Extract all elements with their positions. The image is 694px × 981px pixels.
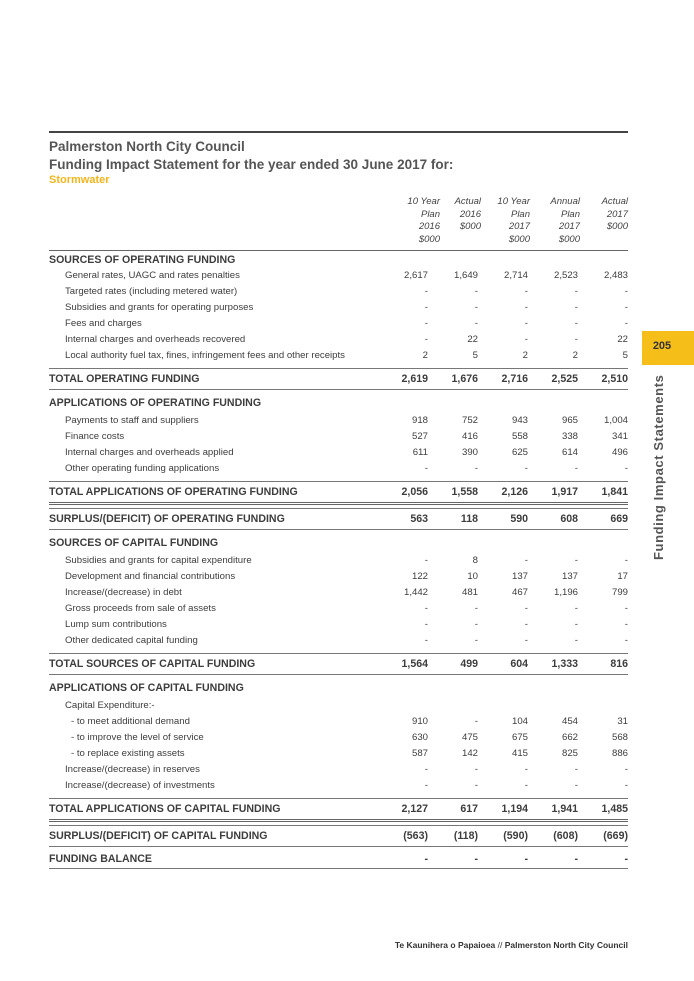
row-value — [478, 393, 528, 412]
row-label: Increase/(decrease) in reserves — [65, 763, 200, 775]
row-value: 2,617 — [403, 269, 428, 281]
row-value: 617 — [428, 799, 478, 821]
row-value: - — [524, 301, 528, 313]
row-label: Internal charges and overheads recovered — [65, 333, 246, 345]
row-value: - — [524, 779, 528, 791]
row-value: 1,196 — [553, 586, 578, 598]
header-rule — [49, 131, 628, 133]
row-value: - — [624, 618, 628, 630]
row-value: 1,676 — [428, 369, 478, 390]
table-row — [49, 850, 628, 869]
row-value: 568 — [611, 731, 628, 743]
row-value: 5 — [622, 349, 628, 361]
row-value: - — [624, 763, 628, 775]
row-label: SOURCES OF OPERATING FUNDING — [49, 254, 236, 266]
row-value: 22 — [617, 333, 628, 345]
row-value: 122 — [411, 570, 428, 582]
row-value: 104 — [511, 715, 528, 727]
row-value: 1,485 — [578, 799, 628, 821]
row-value: - — [574, 618, 578, 630]
row-value: 2,127 — [378, 799, 428, 821]
table-row — [49, 482, 628, 504]
column-header: Actual 2016 $000 — [454, 196, 481, 232]
row-value: - — [424, 554, 428, 566]
row-value: - — [624, 554, 628, 566]
row-value: 142 — [461, 747, 478, 759]
column-header: 10 Year Plan 2017 $000 — [497, 196, 530, 245]
row-value — [428, 393, 478, 412]
row-value — [528, 678, 578, 697]
row-value: 31 — [617, 715, 628, 727]
table-row — [49, 283, 628, 299]
row-value: (118) — [428, 826, 478, 847]
row-label: Payments to staff and suppliers — [65, 414, 199, 426]
row-value: 8 — [472, 554, 478, 566]
row-value: - — [524, 317, 528, 329]
row-value — [378, 393, 428, 412]
row-label: TOTAL APPLICATIONS OF OPERATING FUNDING — [49, 482, 378, 504]
table-row — [49, 777, 628, 793]
row-value: (590) — [478, 826, 528, 847]
statement-title: Funding Impact Statement for the year ended 30 June 2017 for: — [49, 157, 454, 172]
council-name: Palmerston North City Council — [49, 139, 245, 154]
row-label: Increase/(decrease) in debt — [65, 586, 182, 598]
row-value — [428, 533, 478, 552]
row-value: 630 — [411, 731, 428, 743]
row-value: - — [574, 763, 578, 775]
row-value: 1,442 — [403, 586, 428, 598]
row-value: 454 — [561, 715, 578, 727]
header-divider — [49, 250, 628, 251]
row-value: 918 — [411, 414, 428, 426]
section-title: Funding Impact Statements — [651, 374, 666, 560]
column-header: 10 Year Plan 2016 $000 — [407, 196, 440, 245]
row-label: - to meet additional demand — [71, 715, 190, 727]
table-row — [49, 509, 628, 530]
table-row — [49, 444, 628, 460]
table-row — [49, 347, 628, 363]
row-value: - — [424, 301, 428, 313]
row-value: - — [624, 634, 628, 646]
row-value: 475 — [461, 731, 478, 743]
row-value: 415 — [511, 747, 528, 759]
row-value: - — [574, 634, 578, 646]
row-value: 527 — [411, 430, 428, 442]
row-value — [578, 697, 628, 713]
row-value: - — [474, 715, 478, 727]
row-value: 816 — [578, 654, 628, 675]
row-value: 1,558 — [428, 482, 478, 504]
column-header: Actual 2017 $000 — [601, 196, 628, 232]
row-value: (669) — [578, 826, 628, 847]
table-row — [49, 632, 628, 648]
row-value: 563 — [378, 509, 428, 530]
row-value: 496 — [611, 446, 628, 458]
row-label: SURPLUS/(DEFICIT) OF CAPITAL FUNDING — [49, 826, 378, 847]
row-label: Internal charges and overheads applied — [65, 446, 234, 458]
table-row — [49, 654, 628, 675]
row-value: - — [424, 285, 428, 297]
row-value — [378, 252, 428, 267]
row-value: 22 — [467, 333, 478, 345]
row-value — [528, 252, 578, 267]
row-value: - — [574, 301, 578, 313]
row-value: - — [524, 462, 528, 474]
row-value — [528, 393, 578, 412]
row-value: 1,841 — [578, 482, 628, 504]
row-label: TOTAL OPERATING FUNDING — [49, 369, 378, 390]
row-value: - — [624, 602, 628, 614]
table-row — [49, 729, 628, 745]
row-value: 17 — [617, 570, 628, 582]
table-row — [49, 745, 628, 761]
row-value: - — [424, 779, 428, 791]
funding-impact-table — [49, 252, 628, 869]
row-value: 2,523 — [553, 269, 578, 281]
table-row — [49, 761, 628, 777]
row-value: 5 — [472, 349, 478, 361]
row-value: - — [574, 333, 578, 345]
row-value: 2,619 — [378, 369, 428, 390]
row-value: - — [524, 602, 528, 614]
column-headers — [380, 196, 628, 248]
row-value: - — [474, 602, 478, 614]
table-row — [49, 315, 628, 331]
row-value — [378, 533, 428, 552]
row-value: - — [524, 285, 528, 297]
row-label: APPLICATIONS OF CAPITAL FUNDING — [49, 682, 244, 694]
row-value: 669 — [578, 509, 628, 530]
row-value: 608 — [528, 509, 578, 530]
row-label: Subsidies and grants for capital expenditure — [65, 554, 252, 566]
row-value: - — [424, 333, 428, 345]
row-label: SOURCES OF CAPITAL FUNDING — [49, 537, 219, 549]
row-value: - — [578, 850, 628, 869]
row-value: 416 — [461, 430, 478, 442]
row-value: - — [524, 618, 528, 630]
row-value: 338 — [561, 430, 578, 442]
row-value: - — [624, 301, 628, 313]
row-label: Gross proceeds from sale of assets — [65, 602, 216, 614]
row-value: 1,564 — [378, 654, 428, 675]
row-value: 341 — [611, 430, 628, 442]
row-value: - — [474, 634, 478, 646]
row-value: 2,483 — [603, 269, 628, 281]
table-row — [49, 460, 628, 476]
table-row — [49, 552, 628, 568]
row-label: Fees and charges — [65, 317, 142, 329]
row-label: Finance costs — [65, 430, 125, 442]
row-value: - — [574, 779, 578, 791]
row-value: 1,333 — [528, 654, 578, 675]
row-value: 481 — [461, 586, 478, 598]
row-value: 965 — [561, 414, 578, 426]
row-label: TOTAL APPLICATIONS OF CAPITAL FUNDING — [49, 799, 378, 821]
row-value: 1,941 — [528, 799, 578, 821]
row-value: - — [474, 618, 478, 630]
row-value: 1,917 — [528, 482, 578, 504]
row-value: 752 — [461, 414, 478, 426]
row-value — [578, 533, 628, 552]
row-value: 137 — [561, 570, 578, 582]
row-label: APPLICATIONS OF OPERATING FUNDING — [49, 397, 262, 409]
table-row — [49, 616, 628, 632]
row-label: Capital Expenditure:- — [65, 699, 155, 711]
row-value: - — [424, 634, 428, 646]
row-value: - — [428, 850, 478, 869]
activity-name: Stormwater — [49, 174, 110, 186]
row-value: 2,056 — [378, 482, 428, 504]
row-value — [478, 697, 528, 713]
row-value: - — [624, 285, 628, 297]
row-value: 910 — [411, 715, 428, 727]
row-value — [478, 252, 528, 267]
row-label: General rates, UAGC and rates penalties — [65, 269, 240, 281]
row-label: FUNDING BALANCE — [49, 850, 378, 869]
row-value — [578, 252, 628, 267]
row-value: 118 — [428, 509, 478, 530]
row-value: 590 — [478, 509, 528, 530]
row-value — [428, 678, 478, 697]
table-row — [49, 331, 628, 347]
row-value: - — [524, 554, 528, 566]
table-row — [49, 584, 628, 600]
row-label: Local authority fuel tax, fines, infringement fees and other receipts — [65, 349, 345, 361]
table-row — [49, 568, 628, 584]
row-value: 2,714 — [503, 269, 528, 281]
row-value: - — [474, 285, 478, 297]
footer-separator: // — [495, 940, 505, 950]
row-value — [378, 678, 428, 697]
table-row — [49, 299, 628, 315]
row-value: - — [424, 618, 428, 630]
row-label: Subsidies and grants for operating purposes — [65, 301, 254, 313]
table-row — [49, 412, 628, 428]
table-row — [49, 533, 628, 552]
row-value — [428, 697, 478, 713]
row-label: Lump sum contributions — [65, 618, 167, 630]
row-value: 886 — [611, 747, 628, 759]
row-value: - — [574, 317, 578, 329]
row-value: (563) — [378, 826, 428, 847]
row-value: 2,525 — [528, 369, 578, 390]
row-value — [478, 678, 528, 697]
row-value: 604 — [478, 654, 528, 675]
row-value: - — [378, 850, 428, 869]
table-row — [49, 799, 628, 821]
row-value: 137 — [511, 570, 528, 582]
row-value: 614 — [561, 446, 578, 458]
table-row — [49, 697, 628, 713]
row-value: 675 — [511, 731, 528, 743]
row-label: Increase/(decrease) of investments — [65, 779, 215, 791]
row-value — [378, 697, 428, 713]
table-row — [49, 713, 628, 729]
row-value — [578, 393, 628, 412]
table-row — [49, 678, 628, 697]
row-value: 2 — [522, 349, 528, 361]
row-value: 587 — [411, 747, 428, 759]
row-value: - — [474, 779, 478, 791]
table-row — [49, 369, 628, 390]
row-value: 558 — [511, 430, 528, 442]
table-row — [49, 393, 628, 412]
row-label: Development and financial contributions — [65, 570, 236, 582]
row-value: - — [574, 462, 578, 474]
row-value: 2,716 — [478, 369, 528, 390]
page-number: 205 — [652, 340, 672, 352]
row-value: - — [478, 850, 528, 869]
footer-org: Palmerston North City Council — [504, 940, 628, 950]
row-value: - — [624, 779, 628, 791]
row-label: - to improve the level of service — [71, 731, 204, 743]
column-header: Annual Plan 2017 $000 — [550, 196, 580, 245]
row-value — [428, 252, 478, 267]
row-value: - — [574, 554, 578, 566]
row-value: - — [528, 850, 578, 869]
row-value: 611 — [412, 446, 428, 458]
row-value: 2,126 — [478, 482, 528, 504]
row-value: - — [474, 317, 478, 329]
row-value — [478, 533, 528, 552]
row-label: Other dedicated capital funding — [65, 634, 198, 646]
row-value: 943 — [511, 414, 528, 426]
row-value: 499 — [428, 654, 478, 675]
row-label: SURPLUS/(DEFICIT) OF OPERATING FUNDING — [49, 509, 378, 530]
table-row — [49, 826, 628, 847]
footer-org-maori: Te Kaunihera o Papaioea — [394, 940, 496, 950]
row-value: - — [624, 462, 628, 474]
row-value: - — [474, 462, 478, 474]
row-value: - — [574, 285, 578, 297]
row-value: 467 — [511, 586, 528, 598]
row-label: Other operating funding applications — [65, 462, 220, 474]
row-value: 625 — [511, 446, 528, 458]
row-value: - — [474, 763, 478, 775]
row-value: - — [424, 317, 428, 329]
row-value: - — [424, 462, 428, 474]
row-value: 1,649 — [453, 269, 478, 281]
row-value: - — [524, 634, 528, 646]
row-value: (608) — [528, 826, 578, 847]
page-tab — [642, 331, 694, 365]
row-value: - — [424, 763, 428, 775]
row-label: - to replace existing assets — [71, 747, 185, 759]
row-value: 2,510 — [578, 369, 628, 390]
row-value: - — [524, 333, 528, 345]
row-value: 825 — [561, 747, 578, 759]
table-row — [49, 600, 628, 616]
row-value: - — [424, 602, 428, 614]
table-row — [49, 428, 628, 444]
row-value: 662 — [561, 731, 578, 743]
row-value: 390 — [461, 446, 478, 458]
table-row — [49, 252, 628, 267]
row-value: - — [474, 301, 478, 313]
row-label: Targeted rates (including metered water) — [65, 285, 238, 297]
row-value: 2 — [572, 349, 578, 361]
row-value — [578, 678, 628, 697]
row-value: - — [524, 763, 528, 775]
row-value — [528, 533, 578, 552]
row-value: 799 — [611, 586, 628, 598]
row-value: - — [574, 602, 578, 614]
row-value — [528, 697, 578, 713]
row-label: TOTAL SOURCES OF CAPITAL FUNDING — [49, 654, 378, 675]
row-value: 2 — [422, 349, 428, 361]
row-value: - — [624, 317, 628, 329]
row-value: 10 — [467, 570, 478, 582]
row-value: 1,004 — [603, 414, 628, 426]
table-row — [49, 267, 628, 283]
row-value: 1,194 — [478, 799, 528, 821]
footer — [395, 940, 628, 950]
